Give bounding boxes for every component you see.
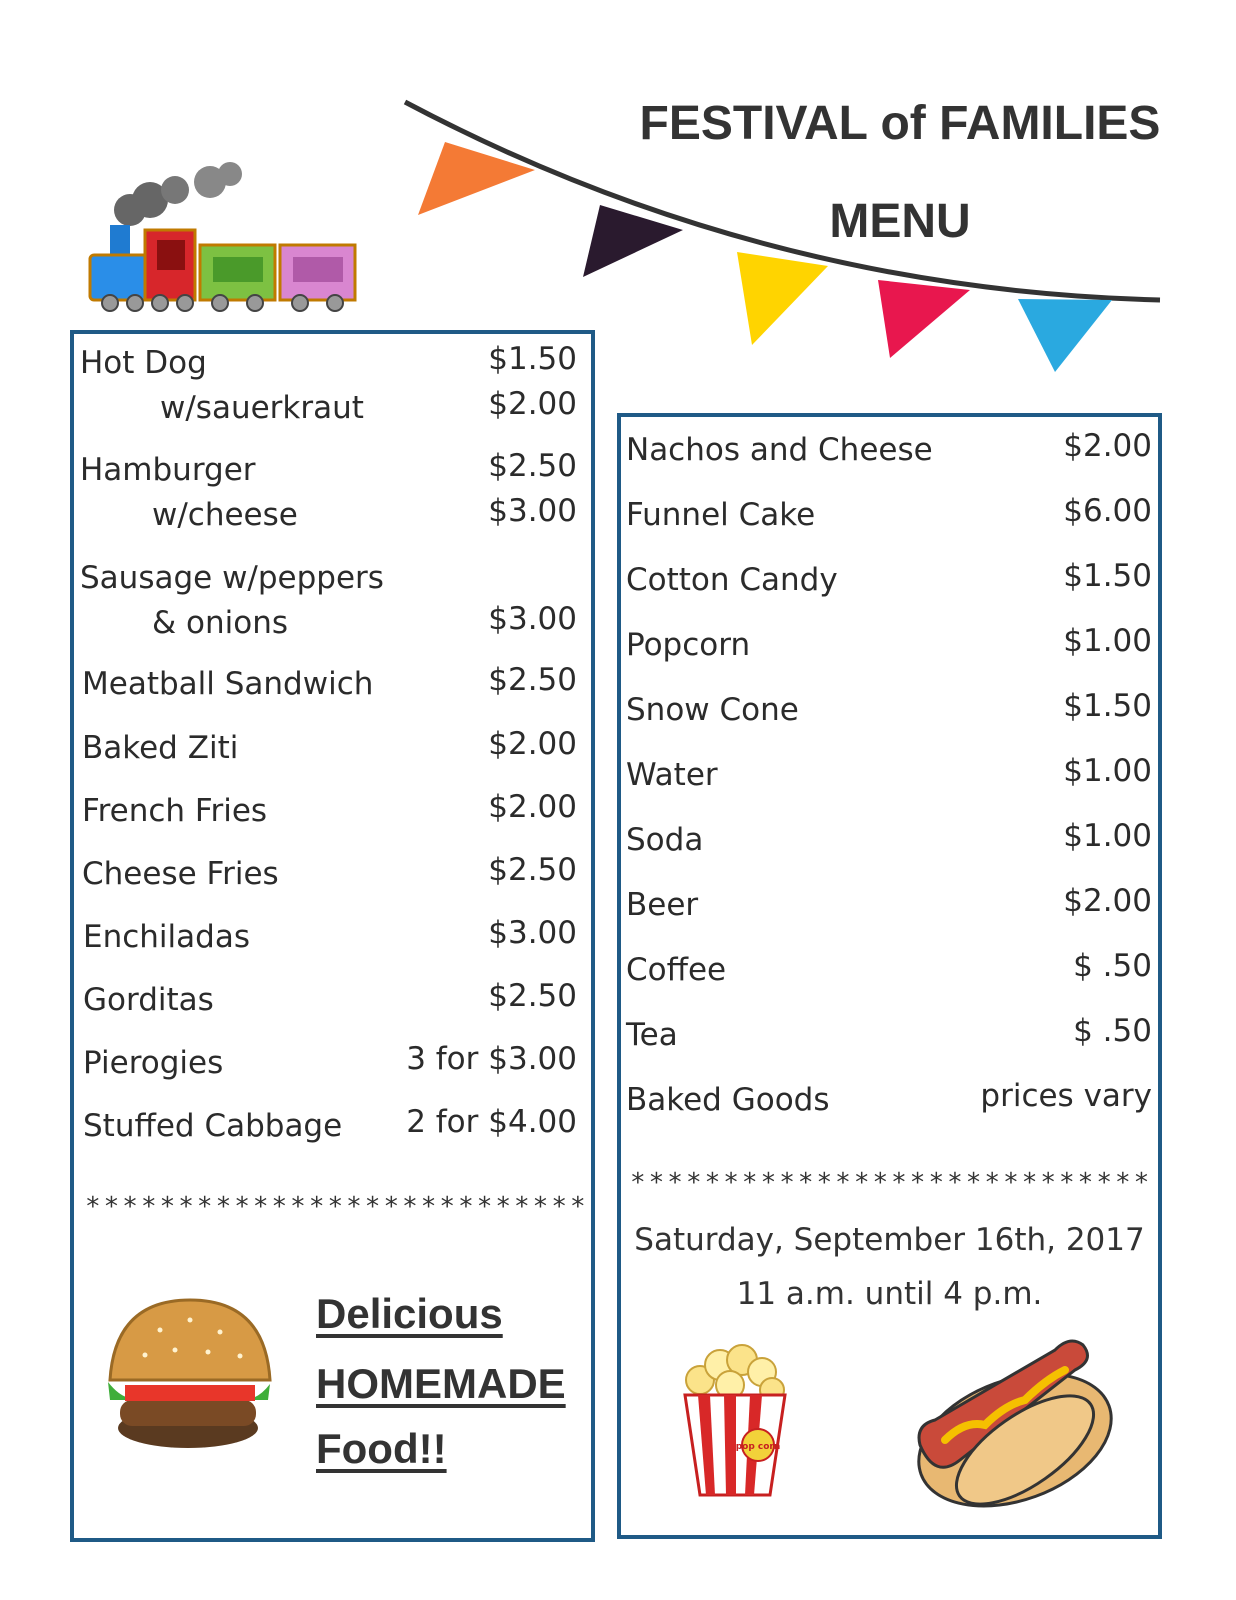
menu-item-price: $1.50 — [1063, 558, 1152, 594]
menu-item-name: w/sauerkraut — [160, 390, 364, 426]
menu-item-price: $ .50 — [1073, 1013, 1152, 1049]
menu-item-name: Cotton Candy — [626, 562, 838, 598]
menu-item-name: Snow Cone — [626, 692, 799, 728]
menu-item-price: $2.50 — [488, 448, 577, 484]
left-separator: *************************** — [85, 1192, 589, 1222]
menu-item-name: w/cheese — [152, 497, 298, 533]
menu-item-price: $2.00 — [1063, 883, 1152, 919]
menu-item-name: Soda — [626, 822, 704, 858]
menu-item-price: $3.00 — [488, 601, 577, 637]
menu-item-name: Baked Goods — [626, 1082, 830, 1118]
menu-item-name: Coffee — [626, 952, 727, 988]
menu-item-name: Sausage w/peppers — [80, 560, 384, 596]
menu-item-price: $1.50 — [488, 341, 577, 377]
menu-item-name: Nachos and Cheese — [626, 432, 933, 468]
menu-item-price: $2.00 — [488, 386, 577, 422]
menu-item-name: Funnel Cake — [626, 497, 816, 533]
menu-item-name: Pierogies — [83, 1045, 224, 1081]
menu-item-price: 3 for $3.00 — [406, 1041, 577, 1077]
menu-item-price: $2.00 — [1063, 428, 1152, 464]
pennant-blue — [1018, 299, 1112, 372]
menu-item-price: $2.00 — [488, 726, 577, 762]
popcorn-icon — [680, 1340, 790, 1500]
page-title: FESTIVAL of FAMILIES — [639, 97, 1161, 150]
page-subtitle: MENU — [829, 195, 971, 248]
menu-item-price: 2 for $4.00 — [406, 1104, 577, 1140]
menu-item-price: prices vary — [980, 1078, 1152, 1114]
event-date: Saturday, September 16th, 2017 — [634, 1222, 1145, 1258]
menu-item-name: Baked Ziti — [82, 730, 239, 766]
menu-item-price: $3.00 — [488, 915, 577, 951]
menu-item-price: $2.50 — [488, 852, 577, 888]
menu-item-name: Cheese Fries — [82, 856, 279, 892]
menu-item-price: $1.50 — [1063, 688, 1152, 724]
hotdog-icon — [905, 1330, 1115, 1510]
pennant-yellow — [737, 252, 828, 345]
right-separator: **************************** — [630, 1168, 1153, 1198]
menu-item-name: Meatball Sandwich — [82, 666, 374, 702]
promo-line-1: Delicious — [316, 1290, 503, 1337]
menu-item-name: Hamburger — [80, 452, 256, 488]
menu-item-name: Tea — [626, 1017, 678, 1053]
menu-item-name: French Fries — [82, 793, 268, 829]
menu-item-price: $2.00 — [488, 789, 577, 825]
menu-item-price: $2.50 — [488, 978, 577, 1014]
menu-item-price: $6.00 — [1063, 493, 1152, 529]
menu-item-name: Gorditas — [83, 982, 214, 1018]
menu-item-price: $1.00 — [1063, 753, 1152, 789]
menu-item-name: Water — [626, 757, 718, 793]
menu-item-name: Beer — [626, 887, 699, 923]
menu-item-price: $1.00 — [1063, 623, 1152, 659]
promo-line-3: Food!! — [316, 1425, 447, 1472]
menu-item-price: $3.00 — [488, 493, 577, 529]
promo-line-2: HOMEMADE — [316, 1360, 566, 1407]
pennant-red — [878, 280, 970, 358]
menu-item-name: Popcorn — [626, 627, 751, 663]
menu-item-name: Stuffed Cabbage — [83, 1108, 343, 1144]
popcorn-label: pop corn — [735, 1442, 781, 1452]
pennant-orange — [418, 142, 535, 215]
hamburger-icon — [100, 1290, 280, 1460]
menu-item-name: & onions — [152, 605, 289, 641]
event-time: 11 a.m. until 4 p.m. — [736, 1276, 1043, 1312]
menu-item-price: $ .50 — [1073, 948, 1152, 984]
menu-item-price: $1.00 — [1063, 818, 1152, 854]
menu-item-price: $2.50 — [488, 662, 577, 698]
train-icon — [75, 160, 375, 320]
menu-item-name: Hot Dog — [80, 345, 207, 381]
menu-item-name: Enchiladas — [83, 919, 250, 955]
